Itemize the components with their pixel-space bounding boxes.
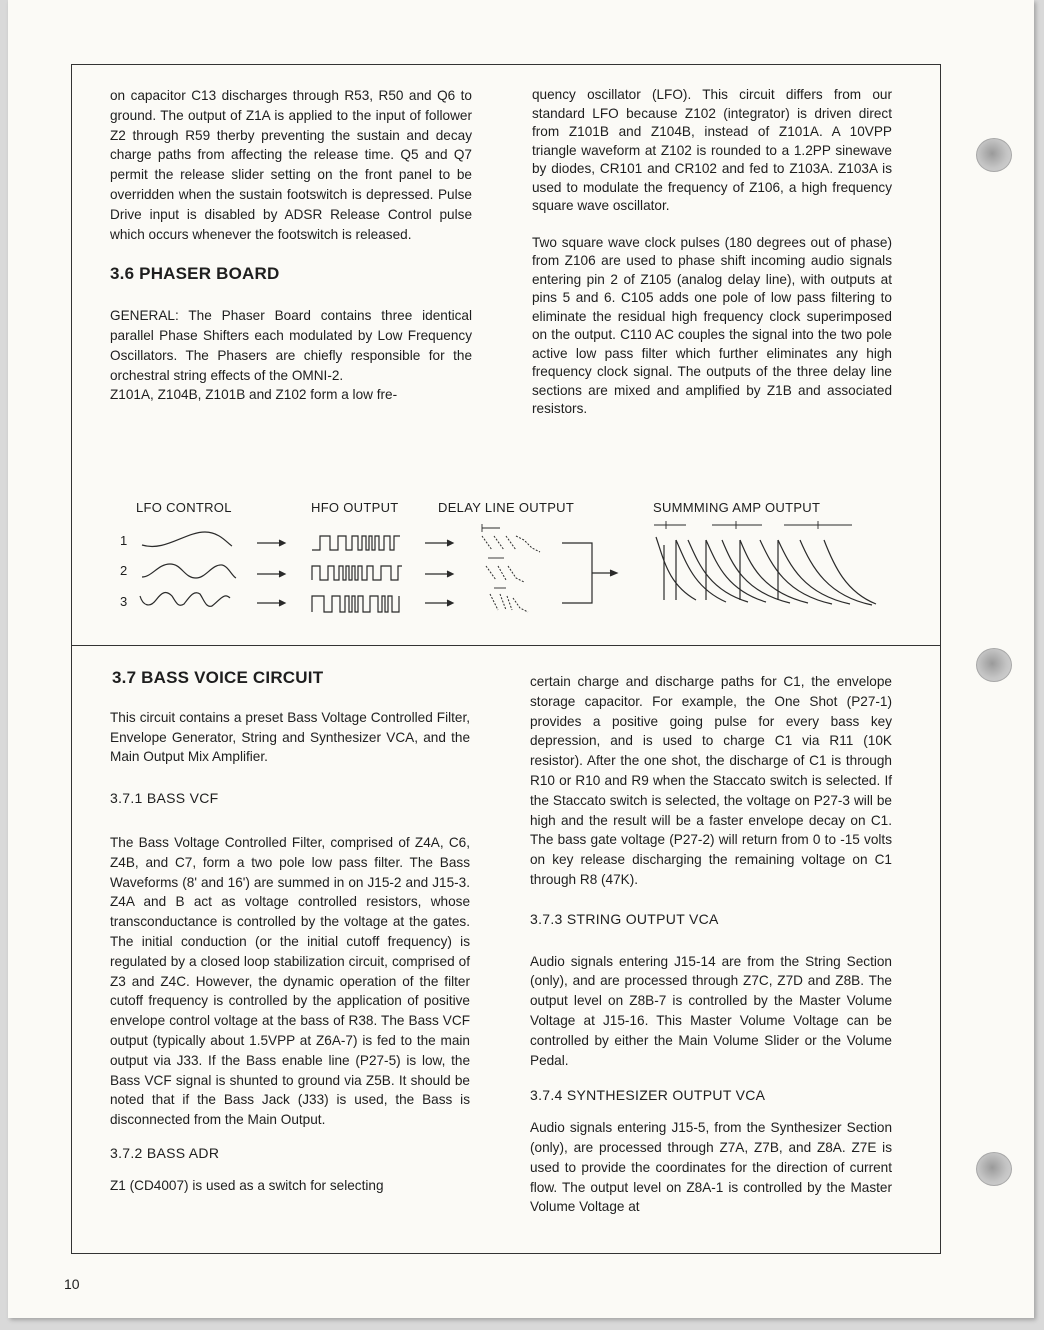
binder-hole-bottom [976, 1152, 1012, 1186]
lfo-paragraph: quency oscillator (LFO). This circuit differs from our standard LFO because Z102 (integrator) is driven direct from Z101B and Z104B, instead of Z101A. A 10VPP triangle waveform at Z102 is rounded to a 1.2PP sinewave by diodes, CR101 and CR102 and fed to Z103A. Z103A is used to modulate the frequency of Z106, a high frequency square wave oscillator. [532, 87, 892, 213]
hfo-wave-3 [312, 596, 399, 612]
lfo-control-label: LFO CONTROL [136, 500, 232, 515]
bottom-left-column [110, 668, 470, 1214]
hfo-output-label: HFO OUTPUT [311, 500, 399, 515]
page-number: 10 [64, 1276, 80, 1292]
lfo-wave-1 [142, 532, 232, 546]
phaser-waveform-figure [0, 0, 1044, 660]
summing-timing-marks [654, 521, 852, 529]
bass-voice-heading: 3.7 BASS VOICE CIRCUIT [112, 668, 324, 687]
delay-line-output-label: DELAY LINE OUTPUT [438, 500, 575, 515]
lfo-wave-3 [140, 593, 230, 607]
row-number-2: 2 [120, 563, 128, 578]
release-paragraph: on capacitor C13 discharges through R53, R50 and Q6 to ground. The output of Z1A is applied to the input of follower Z2 through R59 therby preventing the sustain and decay charge paths from affecting the release time. Q5 and Q7 permit the release slider setting on the front panel to be overridden when the sustain footswitch is depressed. Pulse Drive input is disabled by ADSR Release Control pulse which occurs whenever the footswitch is released. [110, 88, 472, 242]
phaser-general-paragraph: GENERAL: The Phaser Board contains three identical parallel Phase Shifters each modulated by Low Frequency Oscillators. The Phasers are chiefly responsible for the orchestral string effects of the OMNI-2. [110, 308, 472, 383]
summing-bracket [562, 543, 616, 603]
bass-adr-paragraph-start: Z1 (CD4007) is used as a switch for selecting [110, 1177, 384, 1193]
lfo-wave-2 [142, 564, 236, 578]
phaser-heading: 3.6 PHASER BOARD [110, 264, 280, 284]
arrows-lfo-to-hfo [257, 540, 285, 606]
summing-amp-waves [656, 537, 876, 605]
synth-output-vca-heading: 3.7.4 SYNTHESIZER OUTPUT VCA [530, 1087, 766, 1104]
bass-intro-paragraph: This circuit contains a preset Bass Voltage Controlled Filter, Envelope Generator, String and Synthesizer VCA, and the Main Output Mix Amplifier. [110, 709, 470, 765]
bass-vcf-paragraph: The Bass Voltage Controlled Filter, comprised of Z4A, C6, Z4B, and C7, form a two pole low pass filter. The Bass Waveforms (8' and 16') are summed in on J15-2 and J15-3. Z4A and B act as voltage controlled resistors, whose transconductance is controlled by the voltage at the gates. The initial conduction (or the initial cutoff frequency) is regulated by a closed loop stabilization circuit, comprised of Z3 and Z4C. However, the dynamic operation of the filter cutoff frequency is controlled by the application of positive envelope control voltage at the bass of R38. The Bass VCF output (typically about 1.5VPP at Z6A-7) is fed to the main output via J33. If the Bass enable line (P27-5) is low, the Bass VCF signal is shunted to ground via Z5B. It should be noted that if the Bass Jack (J33) is used, the Bass is disconnected from the Main Output. [110, 834, 470, 1128]
clock-paragraph: Two square wave clock pulses (180 degrees out of phase) from Z106 are used to phase shift incoming audio signals entering pin 2 of Z105 (analog delay line), with outputs at pins 5 and 6. C105 adds one pole of low pass filtering to eliminate the residual high frequency clock superimposed on the output. C110 AC couples the signal into the two pole active low pass filter which further eliminates any high frequency clock signal. The outputs of the three delay line sections are mixed and amplified by Z1B and associated resistors. [532, 234, 892, 416]
string-output-paragraph: Audio signals entering J15-14 are from the String Section (only), and are processed through Z7C, Z7D and Z8B. The output level on Z8B-7 is controlled by the Master Volume Voltage at J15-16. This Master Volume Voltage can be controlled by either the Main Volume Slider or the Volume Pedal. [530, 953, 892, 1068]
bass-adr-paragraph-continued: certain charge and discharge paths for C1, the envelope storage capacitor. For example, the One Shot (P27-1) provides a positive going pulse for every bass key depression, and is used to charge C1 via R11 (10K resistor). After the one shot, the discharge of C1 is through R10 or R10 and R9 when the Staccato switch is selected. If the Staccato switch is selected, the voltage on P27-3 will be high and the result will be a faster envelope decay on C1. The bass gate voltage (P27-2) will return from 0 to -15 volts on key release discharging the remaining voltage on C1 through R8 (47K). [530, 674, 892, 887]
synth-output-paragraph: Audio signals entering J15-5, from the Synthesizer Section (only), are processed through Z7A, Z7B, and Z8A. Z7E is used to provide the coordinates for the direction of current flow. The output level on Z8A-1 is controlled by the Master Volume Voltage at [530, 1120, 892, 1215]
lfo-intro-paragraph: Z101A, Z104B, Z101B and Z102 form a low fre- [110, 387, 398, 403]
bass-vcf-heading: 3.7.1 BASS VCF [110, 790, 219, 807]
row-number-3: 3 [120, 594, 128, 609]
delay-timing-marks [482, 524, 506, 588]
delay-line-waves [482, 536, 540, 612]
row-number-1: 1 [120, 533, 128, 548]
summing-amp-output-label: SUMMMING AMP OUTPUT [653, 500, 821, 515]
bottom-right-column [530, 672, 892, 1235]
string-output-vca-heading: 3.7.3 STRING OUTPUT VCA [530, 910, 719, 927]
bass-adr-heading: 3.7.2 BASS ADR [110, 1144, 220, 1161]
hfo-wave-1 [312, 536, 400, 550]
hfo-wave-2 [312, 566, 402, 580]
arrows-hfo-to-delay [425, 540, 453, 606]
